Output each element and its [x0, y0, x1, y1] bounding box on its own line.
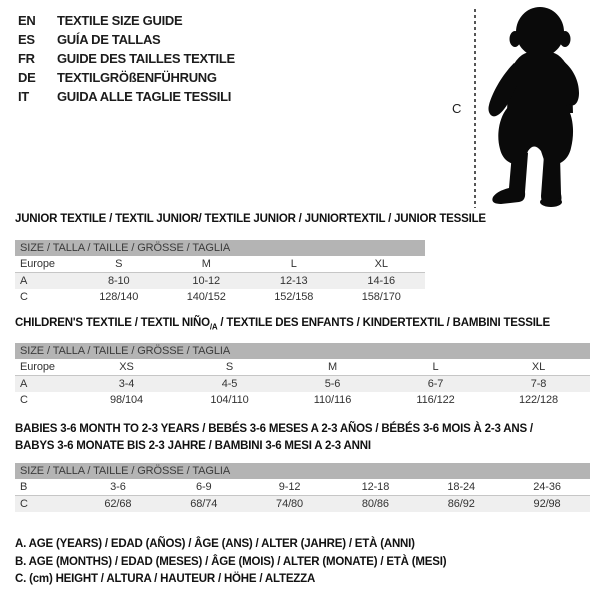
language-code: IT — [18, 89, 29, 104]
guide-title-es: GUÍA DE TALLAS — [57, 32, 161, 47]
table-row — [15, 343, 590, 359]
table-cell: 98/104 — [109, 394, 144, 406]
title-text: / TEXTILE DES ENFANTS / KINDERTEXTIL / BAMBINI TESSILE — [217, 317, 550, 329]
table-cell: 62/68 — [75, 496, 161, 513]
table-row — [15, 376, 590, 393]
table-cell: Europe — [15, 256, 75, 273]
table-row — [15, 289, 425, 305]
table-row — [15, 392, 590, 408]
guide-title-it: GUIDA ALLE TAGLIE TESSILI — [57, 89, 232, 104]
table-cell: 122/128 — [518, 394, 559, 406]
language-code: FR — [18, 51, 35, 66]
babies-section-title — [15, 421, 533, 455]
table-cell: 4-5 — [178, 376, 281, 393]
babies-title-line2: BABYS 3-6 MONATE BIS 2-3 JAHRE / BAMBINI 3-6 MESI A 2-3 ANNI — [15, 440, 371, 452]
table-cell: Europe — [15, 359, 75, 376]
table-cell: 6-9 — [161, 479, 247, 496]
language-code: ES — [18, 32, 35, 47]
table-cell: L — [384, 359, 487, 376]
table-cell: C — [20, 291, 28, 303]
table-cell: S — [75, 256, 163, 273]
table-cell: 104/110 — [210, 394, 249, 406]
size-header-band: SIZE / TALLA / TAILLE / GRÖSSE / TAGLIA — [15, 240, 425, 256]
table-cell: 152/158 — [274, 291, 314, 303]
size-header-band: SIZE / TALLA / TAILLE / GRÖSSE / TAGLIA — [15, 463, 590, 479]
table-cell: XL — [487, 359, 590, 376]
table-row — [15, 273, 425, 290]
table-row — [15, 496, 590, 513]
table-row — [15, 256, 425, 273]
table-row — [15, 359, 590, 376]
language-code: DE — [18, 70, 36, 85]
guide-title-en: TEXTILE SIZE GUIDE — [57, 13, 183, 28]
language-title-list — [18, 11, 438, 106]
table-cell: 86/92 — [418, 496, 504, 513]
table-cell: 92/98 — [504, 496, 590, 513]
measurement-legend — [15, 536, 446, 589]
language-code: EN — [18, 13, 36, 28]
table-cell: 140/152 — [186, 291, 226, 303]
table-cell: 116/122 — [416, 394, 455, 406]
table-cell: A — [15, 273, 75, 290]
table-cell: C — [20, 394, 28, 406]
title-subscript: /A — [209, 322, 218, 332]
table-cell: B — [15, 479, 75, 496]
language-row-en — [18, 11, 438, 30]
table-row — [15, 479, 590, 496]
table-cell: 18-24 — [418, 479, 504, 496]
table-cell: 80/86 — [332, 496, 418, 513]
table-row — [15, 463, 590, 479]
legend-line-c: C. (cm) HEIGHT / ALTURA / HAUTEUR / HÖHE / ALTEZZA — [15, 573, 316, 585]
table-cell: 8-10 — [75, 273, 163, 290]
junior-section-title: JUNIOR TEXTILE / TEXTIL JUNIOR/ TEXTILE JUNIOR / JUNIORTEXTIL / JUNIOR TESSILE — [15, 213, 486, 225]
language-row-fr — [18, 49, 438, 68]
table-cell: 7-8 — [487, 376, 590, 393]
table-row — [15, 240, 425, 256]
table-cell: 158/170 — [361, 291, 401, 303]
table-cell: 10-12 — [163, 273, 251, 290]
children-size-table — [15, 343, 590, 408]
table-cell: M — [163, 256, 251, 273]
title-text: CHILDREN'S TEXTILE / TEXTIL NIÑO — [15, 317, 210, 329]
children-section-title — [15, 317, 550, 331]
height-measure-label: C — [452, 101, 462, 116]
legend-line-b: B. AGE (MONTHS) / EDAD (MESES) / ÂGE (MOIS) / ALTER (MONATE) / ETÀ (MESI) — [15, 555, 447, 568]
junior-size-table — [15, 240, 425, 305]
table-cell: 3-6 — [75, 479, 161, 496]
babies-title-line1: BABIES 3-6 MONTH TO 2-3 YEARS / BEBÉS 3-6 MESES A 2-3 AÑOS / BÉBÉS 3-6 MOIS À 2-3 ANS / — [15, 423, 533, 435]
guide-title-fr: GUIDE DES TAILLES TEXTILE — [57, 51, 235, 66]
table-cell: 12-13 — [250, 273, 338, 290]
legend-line-a: A. AGE (YEARS) / EDAD (AÑOS) / ÂGE (ANS) / ALTER (JAHRE) / ETÀ (ANNI) — [15, 538, 415, 550]
size-header-band: SIZE / TALLA / TAILLE / GRÖSSE / TAGLIA — [15, 343, 590, 359]
table-cell: 68/74 — [161, 496, 247, 513]
table-cell: 12-18 — [332, 479, 418, 496]
table-cell: 3-4 — [75, 376, 178, 393]
table-cell: L — [250, 256, 338, 273]
table-cell: M — [281, 359, 384, 376]
language-row-es — [18, 30, 438, 49]
table-cell: 128/140 — [99, 291, 139, 303]
babies-size-table — [15, 463, 590, 512]
table-cell: 74/80 — [247, 496, 333, 513]
table-cell: S — [178, 359, 281, 376]
table-cell: XS — [75, 359, 178, 376]
table-cell: 110/116 — [313, 394, 352, 406]
table-cell: C — [15, 496, 75, 513]
height-dashed-line — [474, 9, 476, 208]
table-cell: A — [15, 376, 75, 393]
table-cell: 5-6 — [281, 376, 384, 393]
guide-title-de: TEXTILGRÖßENFÜHRUNG — [57, 70, 217, 85]
table-cell: 9-12 — [247, 479, 333, 496]
table-cell: 24-36 — [504, 479, 590, 496]
table-cell: 14-16 — [338, 273, 426, 290]
table-cell: XL — [338, 256, 426, 273]
table-cell: 6-7 — [384, 376, 487, 393]
language-row-de — [18, 68, 438, 87]
language-row-it — [18, 87, 438, 106]
toddler-silhouette-icon — [484, 5, 597, 210]
